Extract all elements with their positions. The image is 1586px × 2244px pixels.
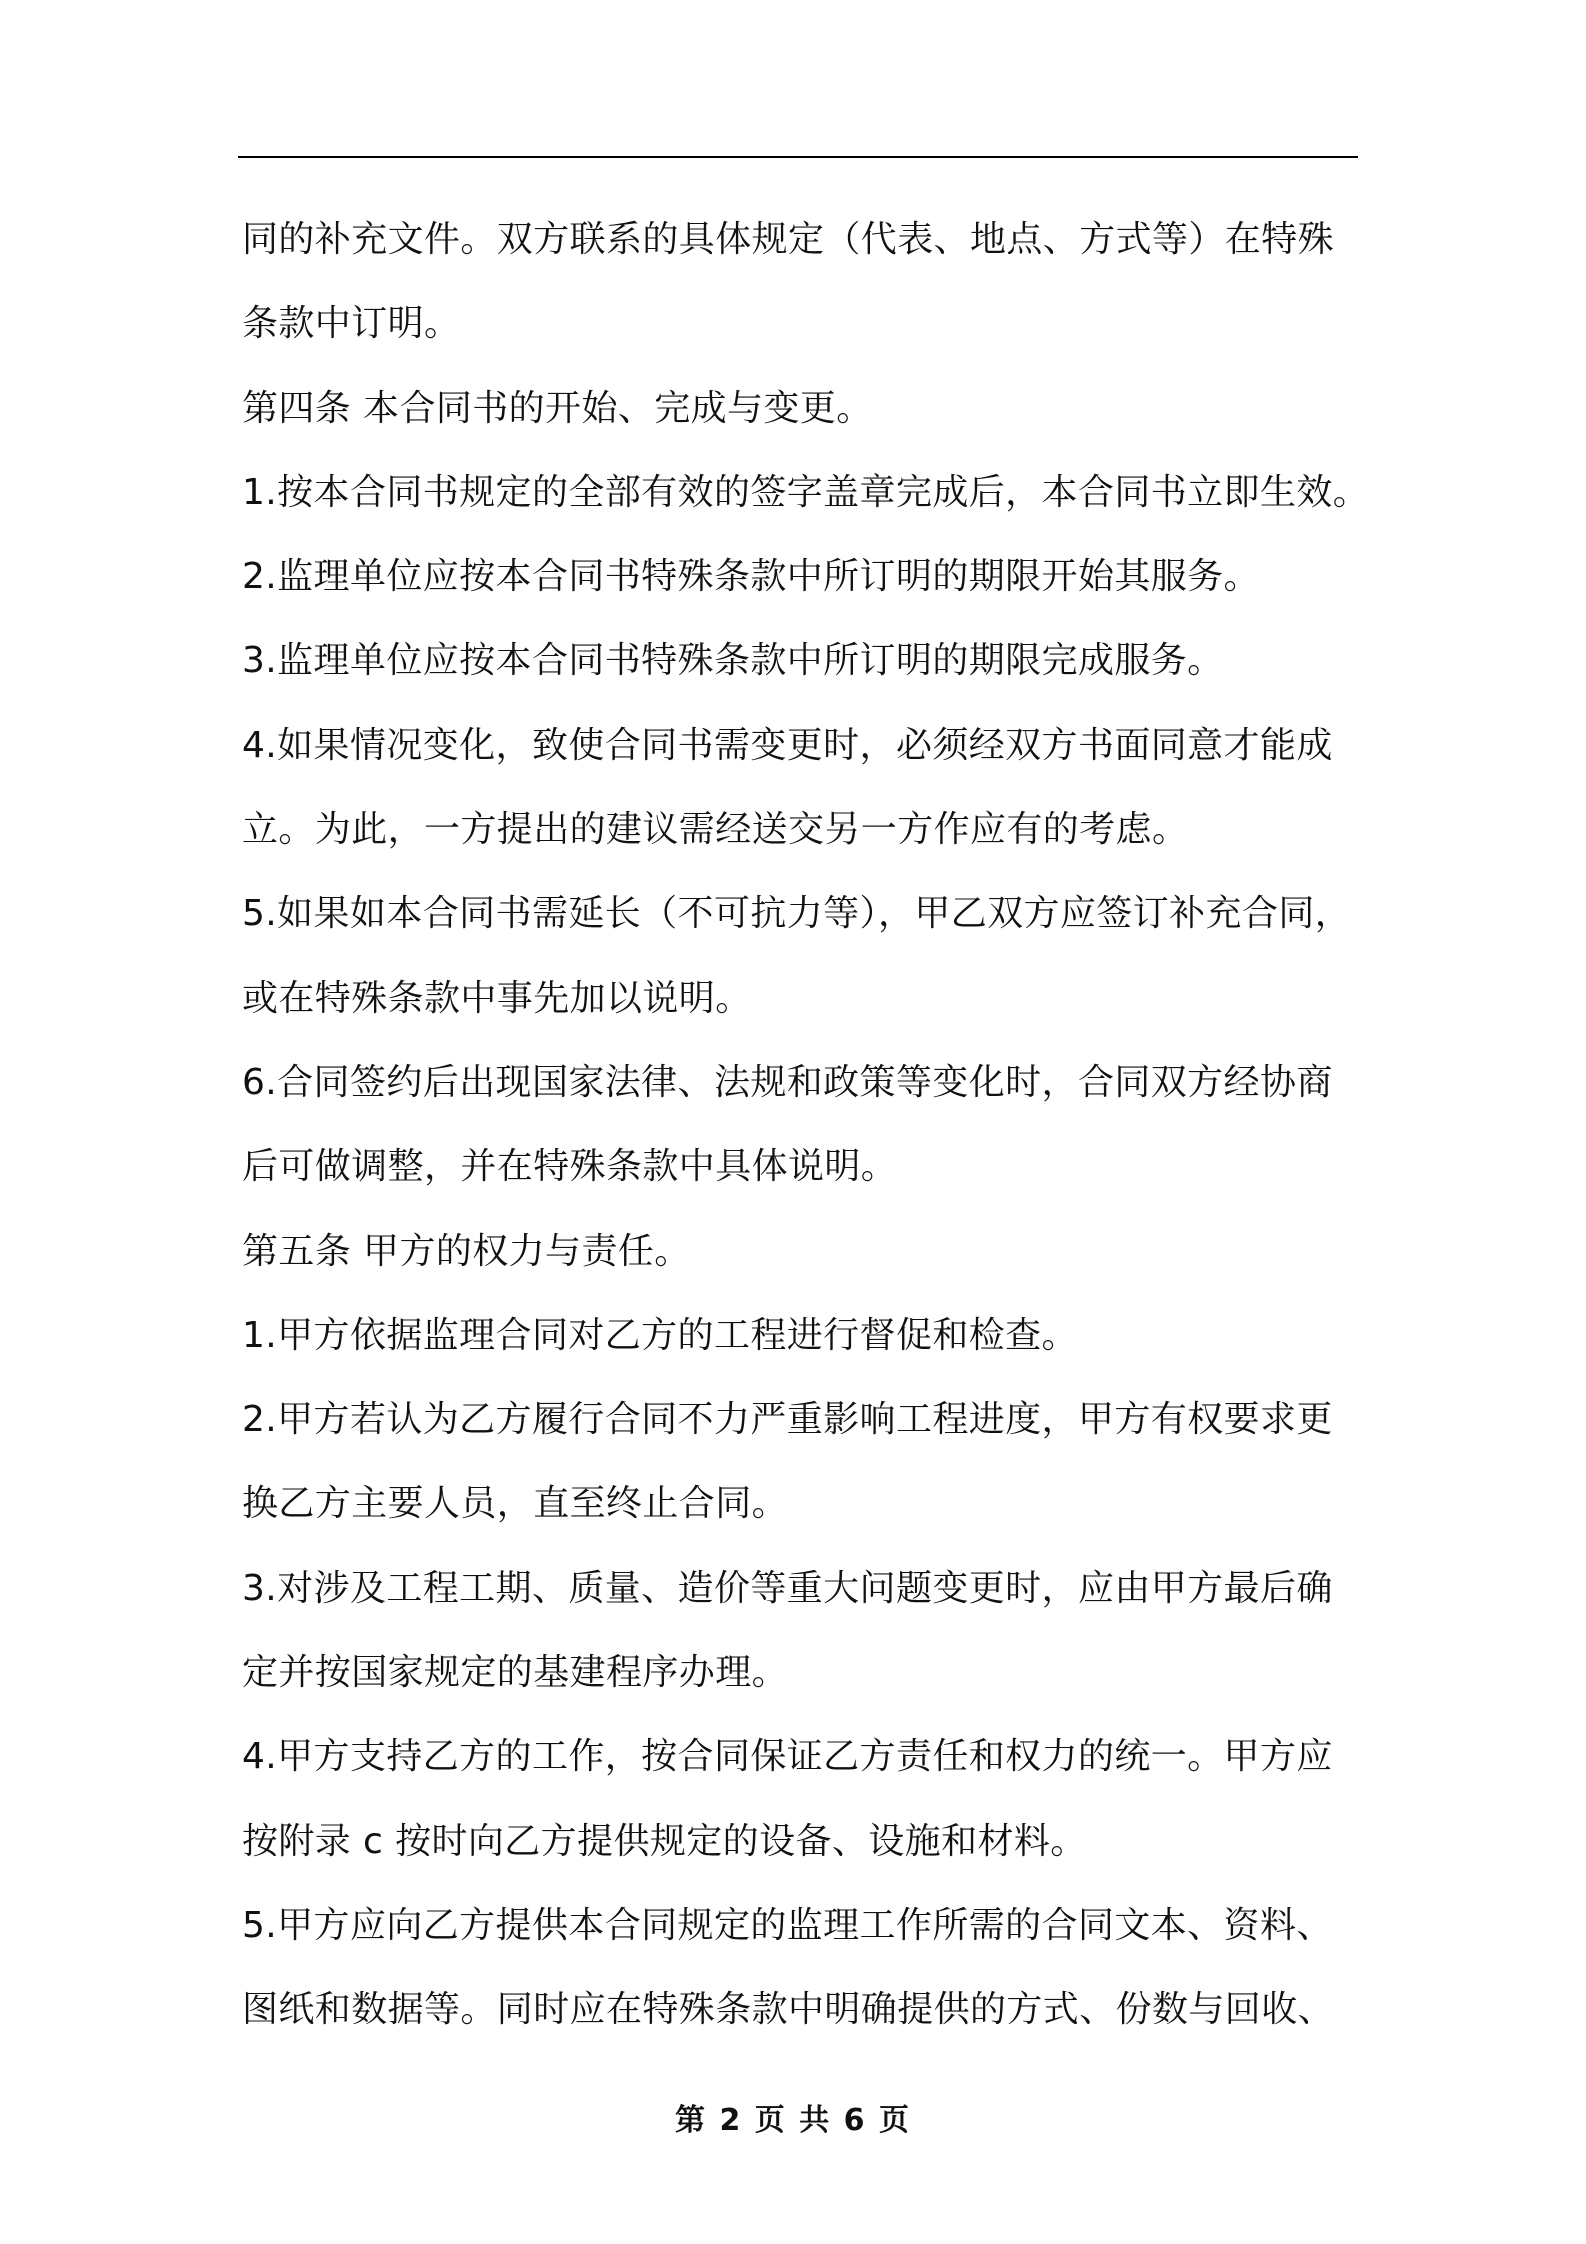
text-line-2: 条款中订明。 [242,303,461,345]
text-line-11: 6.合同签约后出现国家法律、法规和政策等变化时，合同双方经协商 [242,1061,1333,1103]
text-line-18: 定并按国家规定的基建程序办理。 [242,1652,789,1694]
text-line-4: 1.按本合同书规定的全部有效的签字盖章完成后，本合同书立即生效。 [242,471,1370,513]
page-number-footer: 第 2 页 共 6 页 [675,2103,911,2138]
text-line-5: 2.监理单位应按本合同书特殊条款中所订明的期限开始其服务。 [242,556,1260,598]
text-line-14: 1.甲方依据监理合同对乙方的工程进行督促和检查。 [242,1314,1078,1356]
text-line-22: 图纸和数据等。同时应在特殊条款中明确提供的方式、份数与回收、 [242,1989,1335,2031]
text-line-12: 后可做调整，并在特殊条款中具体说明。 [242,1146,898,1188]
text-line-7: 4.如果情况变化，致使合同书需变更时，必须经双方书面同意才能成 [242,724,1333,766]
text-line-1: 同的补充文件。双方联系的具体规定（代表、地点、方式等）在特殊 [242,219,1335,260]
text-line-21: 5.甲方应向乙方提供本合同规定的监理工作所需的合同文本、资料、 [242,1904,1333,1946]
text-line-17: 3.对涉及工程工期、质量、造价等重大问题变更时，应由甲方最后确 [242,1567,1333,1609]
text-line-19: 4.甲方支持乙方的工作，按合同保证乙方责任和权力的统一。甲方应 [242,1736,1333,1778]
text-line-16: 换乙方主要人员，直至终止合同。 [242,1483,789,1525]
text-line-20: 按附录 c 按时向乙方提供规定的设备、设施和材料。 [242,1820,1087,1862]
header-rule [238,156,1358,158]
article-5-heading: 第五条 甲方的权力与责任。 [242,1230,691,1272]
article-4-heading: 第四条 本合同书的开始、完成与变更。 [242,387,873,429]
text-line-9: 5.如果如本合同书需延长（不可抗力等），甲乙双方应签订补充合同， [242,893,1352,935]
text-line-10: 或在特殊条款中事先加以说明。 [242,977,752,1019]
document-body [242,198,1382,2053]
text-line-15: 2.甲方若认为乙方履行合同不力严重影响工程进度，甲方有权要求更 [242,1399,1333,1441]
text-line-8: 立。为此，一方提出的建议需经送交另一方作应有的考虑。 [242,809,1189,851]
text-line-6: 3.监理单位应按本合同书特殊条款中所订明的期限完成服务。 [242,640,1224,682]
